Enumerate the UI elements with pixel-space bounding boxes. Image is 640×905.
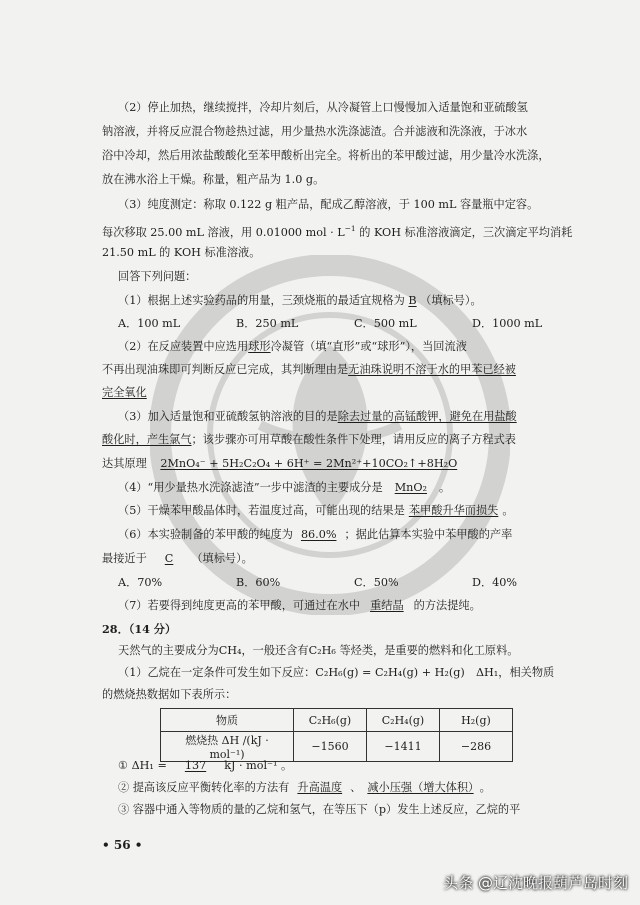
q28-answer-3: ③ 容器中通入等物质的量的乙烷和氢气，在等压下（p）发生上述反应，乙烷的平 [118, 803, 521, 816]
q6-option-b: B．60% [236, 576, 281, 589]
q3-text-c: 达其原理 [102, 457, 147, 470]
q28-intro: 天然气的主要成分为CH₄，一般还含有C₂H₆ 等烃类，是重要的燃料和化工原料。 [118, 644, 519, 657]
para-2-line-2: 钠溶液，并将反应混合物趁热过滤，用少量热水洗涤滤渣。合并滤液和洗涤液，于冰水 [102, 125, 528, 138]
q7-line [118, 598, 558, 614]
para-2-line-4: 放在沸水浴上干燥。称量，粗产品为 1.0 g。 [102, 173, 325, 186]
table-cell: −1560 [294, 732, 367, 762]
q2-answer-2: 无油珠说明不溶于水的甲苯已经被 [348, 363, 516, 376]
q7-text-end: 的方法提纯。 [413, 599, 481, 612]
q6-text-c: 最接近于 [102, 552, 147, 565]
q7-answer: 重结晶 [370, 599, 404, 612]
q28-answer-1-value: 137 [184, 759, 207, 772]
q2-text: （2）在反应装置中应选用 [118, 340, 249, 353]
q6-answer-2: C [164, 552, 174, 565]
table-header-cell: H₂(g) [440, 709, 513, 732]
q1-option-b: B．250 mL [236, 317, 299, 330]
q28-answer-2-end: 。 [479, 781, 491, 794]
q28-answer-1-prefix: ① ΔH₁ = [118, 759, 167, 772]
table-header-cell: 物质 [161, 709, 294, 732]
table-cell: −286 [440, 732, 513, 762]
q28-answer-2-prefix: ② 提高该反应平衡转化率的方法有 [118, 781, 290, 794]
q28-answer-2-value-1: 升高温度 [297, 781, 343, 794]
para-3-line-3: 21.50 mL 的 KOH 标准溶液。 [102, 246, 261, 259]
q6-text-d: （填标号）。 [191, 552, 253, 565]
q28-answer-2-sep: 、 [350, 781, 362, 794]
table-header-cell: C₂H₄(g) [367, 709, 440, 732]
q3-line-1 [118, 409, 558, 425]
q3-line-3 [102, 456, 542, 472]
q1-option-c: C．500 mL [354, 317, 417, 330]
q3-answer: 除去过量的高锰酸钾，避免在用盐酸 [337, 410, 517, 423]
q2-reason-lead: 不再出现油珠即可判断反应已完成，其判断理由是 [102, 363, 349, 376]
q2-text-b: 冷凝管（填“直形”或“球形”），当回流液 [270, 340, 467, 353]
q5-answer: 苯甲酸升华而损失 [408, 504, 499, 517]
q6-answer: 86.0% [300, 528, 337, 541]
q4-line [118, 480, 558, 496]
q1-text-end: （填标号）。 [420, 294, 482, 307]
table-header-row [161, 709, 513, 732]
q5-line [118, 503, 558, 519]
q28-answer-1 [118, 758, 558, 774]
q1-stem [118, 293, 558, 309]
q1-text: （1）根据上述实验药品的用量，三颈烧瓶的最适宜规格为 [118, 294, 405, 307]
q6-line-1 [118, 527, 558, 543]
q28-part1-line1: （1）乙烷在一定条件可发生如下反应：C₂H₆(g) = C₂H₄(g) + H₂(g) ΔH₁，相关物质 [118, 666, 555, 679]
ask-heading: 回答下列问题： [118, 270, 197, 283]
q6-option-c: C．50% [354, 576, 399, 589]
q3-text-b: ；该步骤亦可用草酸在酸性条件下处理，请用反应的离子方程式表 [191, 433, 516, 446]
source-credit: 头条 @辽沈晚报葫芦岛时刻 [443, 874, 628, 892]
q3-text: （3）加入适量饱和亚硫酸氢钠溶液的目的是 [118, 410, 338, 423]
table-cell: −1411 [367, 732, 440, 762]
table-header-cell: C₂H₆(g) [294, 709, 367, 732]
page-number: • 56 • [102, 838, 143, 852]
para-3-line-2-a: 每次移取 25.00 mL 溶液，用 0.01000 mol · L [102, 226, 345, 239]
q4-answer: MnO₂ [394, 481, 428, 494]
q28-answer-2 [118, 780, 558, 796]
para-3-line-2 [102, 221, 573, 241]
unit-superscript: −1 [344, 224, 356, 233]
q5-text-end: 。 [502, 504, 514, 517]
q7-text: （7）若要得到纯度更高的苯甲酸，可通过在水中 [118, 599, 361, 612]
q6-text: （6）本实验制备的苯甲酸的纯度为 [118, 528, 293, 541]
q2-answer-1: 球形 [248, 340, 271, 353]
q3-answer-cont: 酸化时，产生氯气 [102, 433, 192, 446]
q6-option-a: A．70% [118, 576, 163, 589]
q1-options [118, 316, 558, 332]
para-2-line-1: （2）停止加热，继续搅拌，冷却片刻后，从冷凝管上口慢慢加入适量饱和亚硫酸氢 [118, 101, 528, 114]
q1-option-a: A．100 mL [118, 317, 181, 330]
para-3-line-1: （3）纯度测定：称取 0.122 g 粗产品，配成乙醇溶液，于 100 mL 容量瓶中定容。 [118, 198, 539, 211]
q6-options [118, 575, 558, 591]
q3-line-2 [102, 432, 542, 448]
para-2-line-3: 浴中冷却，然后用浓盐酸酸化至苯甲酸析出完全。将析出的苯甲酸过滤，用少量冷水洗涤， [102, 149, 550, 162]
q2-line-2 [102, 362, 542, 378]
q6-option-d: D．40% [472, 576, 518, 589]
q6-line-2 [102, 551, 542, 567]
q4-text-end: 。 [439, 481, 451, 494]
q28-answer-1-unit: kJ · mol⁻¹ 。 [224, 759, 293, 772]
q2-line-3 [102, 385, 542, 401]
q28-title: 28．（14 分） [102, 622, 177, 636]
q4-text: （4）“用少量热水洗涤滤渣”一步中滤渣的主要成分是 [118, 481, 383, 494]
q1-option-d: D．1000 mL [472, 317, 543, 330]
table-row [161, 732, 513, 762]
q1-answer: B [408, 294, 417, 307]
q2-answer-2-cont: 完全氧化 [102, 386, 147, 399]
q28-answer-2-value-2: 减小压强（增大体积） [367, 781, 474, 794]
q2-line-1 [118, 339, 558, 355]
combustion-heat-table [160, 708, 513, 762]
q6-text-b: ；据此估算本实验中苯甲酸的产率 [344, 528, 513, 541]
table-row-label: 燃烧热 ΔH /(kJ · mol⁻¹) [161, 732, 294, 762]
para-3-line-2-b: 的 KOH 标准溶液滴定，三次滴定平均消耗 [355, 226, 573, 239]
q3-equation: 2MnO₄⁻ + 5H₂C₂O₄ + 6H⁺ = 2Mn²⁺+10CO₂↑+8H₂O [160, 457, 458, 470]
q28-part1-line2: 的燃烧热数据如下表所示： [102, 688, 237, 701]
q5-text: （5）干燥苯甲酸晶体时，若温度过高，可能出现的结果是 [118, 504, 405, 517]
